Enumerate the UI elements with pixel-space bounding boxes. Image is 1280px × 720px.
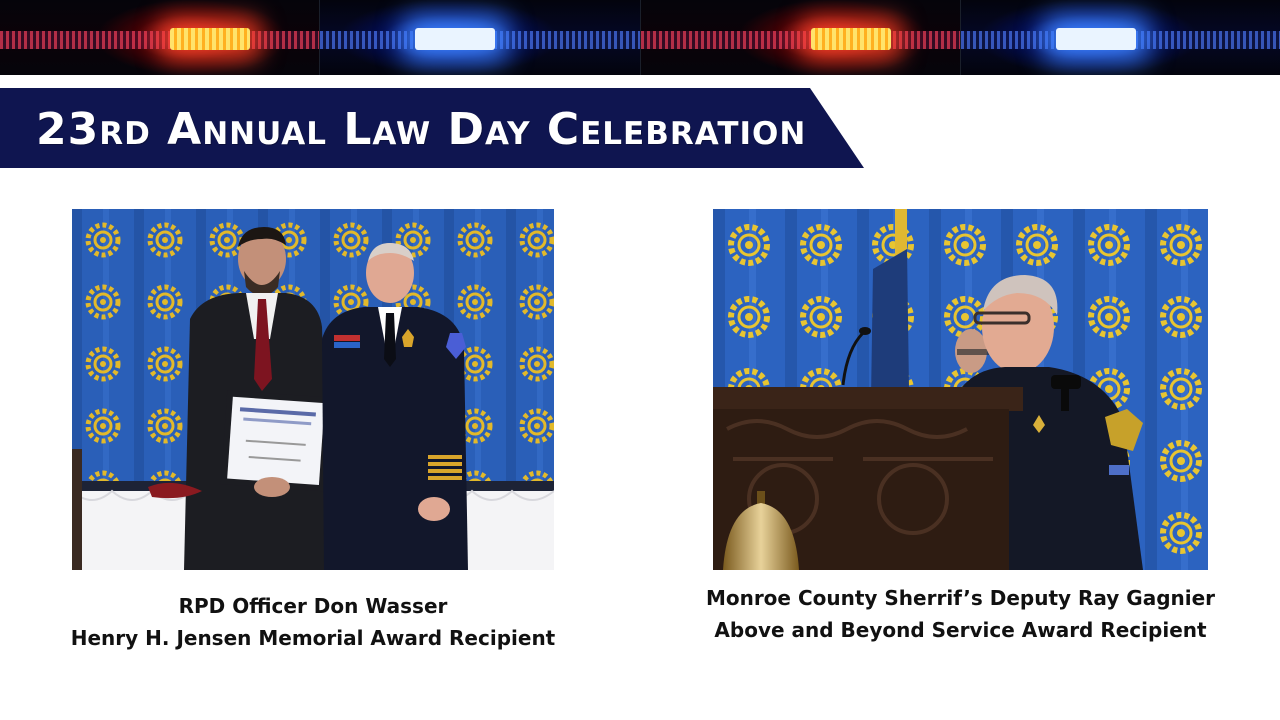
title-banner [0,88,864,168]
sheriff-deputy-speaking-photo [713,209,1208,570]
rpd-officer-award-photo [72,209,554,570]
right-photo-caption [700,582,1221,646]
red-light-panel [0,0,320,75]
blue-light-panel [320,0,640,75]
caption-recipient-name: Monroe County Sherrif’s Deputy Ray Gagnier [705,586,1216,610]
caption-recipient-name: RPD Officer Don Wasser [178,594,448,618]
caption-award-name: Above and Beyond Service Award Recipient [714,618,1207,642]
left-photo-caption [60,590,566,654]
police-lights-header [0,0,1280,75]
red-light-panel [641,0,961,75]
page-title: 23rd Annual Law Day Celebration [36,104,807,155]
blue-light-panel [961,0,1280,75]
caption-award-name: Henry H. Jensen Memorial Award Recipient [70,626,556,650]
